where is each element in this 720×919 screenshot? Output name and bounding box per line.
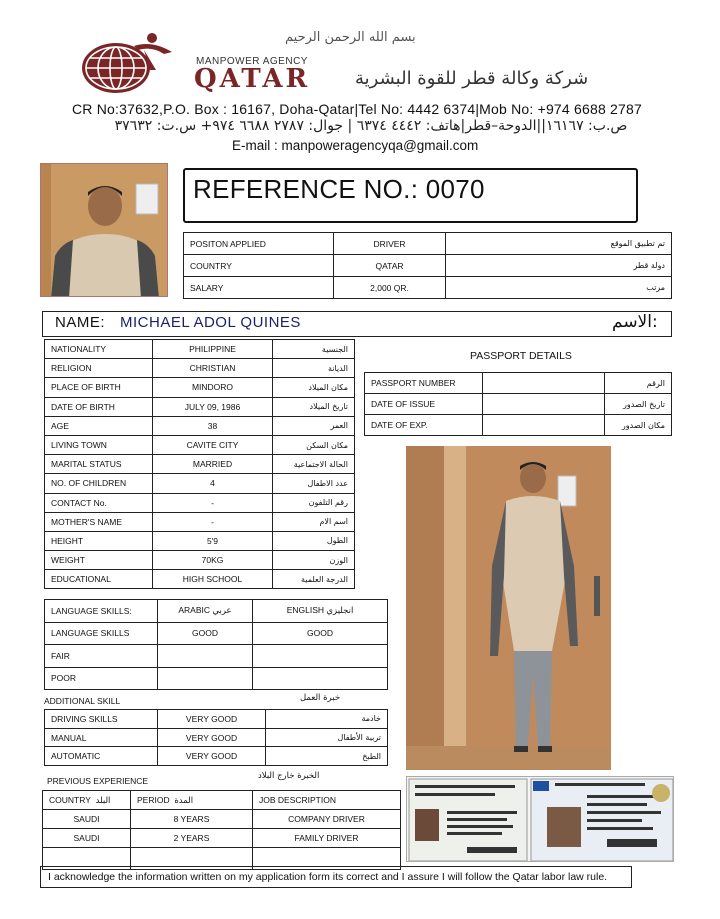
- additional-skill-label: ADDITIONAL SKILL: [44, 696, 121, 706]
- agency-logo: [74, 30, 186, 100]
- row-label: FAIR: [45, 645, 158, 668]
- table-row: [45, 359, 355, 378]
- row-arabic-label: الحالة الاجتماعية: [273, 455, 355, 474]
- row-value: 70KG: [153, 551, 273, 570]
- row-value: MINDORO: [153, 378, 273, 397]
- row-value: [483, 373, 605, 394]
- job-cell: COMPANY DRIVER: [253, 810, 401, 829]
- row-value: QATAR: [334, 255, 446, 277]
- applicant-name: MICHAEL ADOL QUINES: [120, 314, 301, 331]
- english-level: GOOD: [253, 622, 388, 645]
- brand-title: QATAR: [194, 64, 311, 94]
- table-row: [45, 747, 388, 766]
- row-label: NATIONALITY: [45, 340, 153, 359]
- row-value: VERY GOOD: [158, 747, 266, 766]
- name-arabic-label: الاسم:: [612, 312, 658, 332]
- row-arabic-label: دولة قطر: [446, 255, 672, 277]
- row-value: HIGH SCHOOL: [153, 570, 273, 589]
- basmala-calligraphy: بسم الله الرحمن الرحيم: [285, 30, 416, 45]
- row-label: DATE OF BIRTH: [45, 397, 153, 416]
- row-value: MARRIED: [153, 455, 273, 474]
- table-row: [45, 728, 388, 747]
- row-value: CHRISTIAN: [153, 359, 273, 378]
- table-row: [45, 551, 355, 570]
- row-value: VERY GOOD: [158, 728, 266, 747]
- row-value: 4: [153, 474, 273, 493]
- row-arabic-label: الدرجة العلمية: [273, 570, 355, 589]
- row-value: JULY 09, 1986: [153, 397, 273, 416]
- job-cell: FAMILY DRIVER: [253, 829, 401, 848]
- row-label: DRIVING SKILLS: [45, 710, 158, 729]
- passport-table: [364, 372, 672, 436]
- period-cell: 2 YEARS: [131, 829, 253, 848]
- table-row: [43, 829, 401, 848]
- language-skills-table: [44, 599, 388, 690]
- row-label: DATE OF ISSUE: [365, 394, 483, 415]
- row-arabic-label: اسم الام: [273, 512, 355, 531]
- arabic-level: [158, 645, 253, 668]
- row-label: MARITAL STATUS: [45, 455, 153, 474]
- row-label: AGE: [45, 416, 153, 435]
- name-label: NAME:: [55, 314, 106, 331]
- email-line: E-mail : manpoweragencyqa@gmail.com: [232, 138, 479, 153]
- row-label: RELIGION: [45, 359, 153, 378]
- personal-details-table: [44, 339, 355, 589]
- row-label: LANGUAGE SKILLS: [45, 622, 158, 645]
- row-arabic-label: مرتب: [446, 277, 672, 299]
- job-column-header: JOB DESCRIPTION: [253, 791, 401, 810]
- row-label: SALARY: [184, 277, 334, 299]
- table-row: [45, 600, 388, 623]
- row-label: CONTACT No.: [45, 493, 153, 512]
- additional-skill-arabic-label: خبرة العمل: [300, 693, 341, 703]
- table-row: [365, 373, 672, 394]
- arabic-level: [158, 667, 253, 690]
- row-value: CAVITE CITY: [153, 435, 273, 454]
- row-label: LANGUAGE SKILLS:: [45, 600, 158, 623]
- brand-subtitle: MANPOWER AGENCY: [196, 56, 308, 67]
- row-label: COUNTRY: [184, 255, 334, 277]
- table-row: [45, 474, 355, 493]
- row-label: PASSPORT NUMBER: [365, 373, 483, 394]
- applicant-full-body-photo: [406, 446, 611, 770]
- table-row: [365, 415, 672, 436]
- row-label: EDUCATIONAL: [45, 570, 153, 589]
- english-level: [253, 645, 388, 668]
- row-value: 5'9: [153, 531, 273, 550]
- row-arabic-label: العمر: [273, 416, 355, 435]
- row-label: POSITON APPLIED: [184, 233, 334, 255]
- table-row: [43, 810, 401, 829]
- row-arabic-label: تاريخ الصدور: [605, 394, 672, 415]
- country-column-header: COUNTRY البلد: [43, 791, 131, 810]
- row-arabic-label: الطول: [273, 531, 355, 550]
- row-value: [483, 394, 605, 415]
- period-cell: 8 YEARS: [131, 810, 253, 829]
- table-row: [45, 455, 355, 474]
- table-row: [45, 570, 355, 589]
- row-arabic-label: الطبخ: [266, 747, 388, 766]
- table-row: [184, 233, 672, 255]
- table-row: [45, 378, 355, 397]
- table-row: [45, 645, 388, 668]
- table-row: [45, 435, 355, 454]
- row-value: VERY GOOD: [158, 710, 266, 729]
- row-arabic-label: عدد الاطفال: [273, 474, 355, 493]
- table-row: [45, 710, 388, 729]
- row-label: MOTHER'S NAME: [45, 512, 153, 531]
- row-label: HEIGHT: [45, 531, 153, 550]
- table-row: [45, 493, 355, 512]
- acknowledgement-text: I acknowledge the information written on my application form its correct and I assure I will follow the Qatar labor law rule.: [48, 871, 608, 883]
- row-value: PHILIPPINE: [153, 340, 273, 359]
- period-column-header: PERIOD المدة: [131, 791, 253, 810]
- row-arabic-label: مكان الصدور: [605, 415, 672, 436]
- table-row: [45, 622, 388, 645]
- row-value: 38: [153, 416, 273, 435]
- contact-line-arabic: ص.ب: ١٦١٦٧||الدوحة–قطر|هاتف: ٤٤٤٢ ٦٣٧٤ | جوال: ٢٧٨٧ ٦٦٨٨ ٩٧٤+ س.ت: ٣٧٦٣٢: [114, 118, 628, 134]
- row-label: AUTOMATIC: [45, 747, 158, 766]
- table-row: [184, 277, 672, 299]
- table-row: [45, 531, 355, 550]
- row-arabic-label: الديانة: [273, 359, 355, 378]
- arabic-column-header: ARABIC عربي: [158, 600, 253, 623]
- row-value: DRIVER: [334, 233, 446, 255]
- passport-details-title: PASSPORT DETAILS: [470, 350, 572, 362]
- brand-arabic-name: شركة وكالة قطر للقوة البشرية: [355, 68, 589, 89]
- table-row: [45, 397, 355, 416]
- row-arabic-label: الوزن: [273, 551, 355, 570]
- row-value: 2,000 QR.: [334, 277, 446, 299]
- row-arabic-label: تم تطبيق الموقع: [446, 233, 672, 255]
- row-arabic-label: رقم التلفون: [273, 493, 355, 512]
- row-arabic-label: الجنسية: [273, 340, 355, 359]
- table-row: [184, 255, 672, 277]
- english-column-header: ENGLISH انجليزي: [253, 600, 388, 623]
- previous-experience-arabic-label: الخبرة خارج البلاد: [258, 771, 320, 781]
- table-row: [45, 340, 355, 359]
- table-row: [365, 394, 672, 415]
- table-row: [45, 416, 355, 435]
- contact-line-english: CR No:37632,P.O. Box : 16167, Doha-Qatar|Tel No: 4442 6374|Mob No: +974 6688 2787: [72, 101, 642, 117]
- row-value: [483, 415, 605, 436]
- position-table: [183, 232, 672, 299]
- row-arabic-label: تربية الأطفال: [266, 728, 388, 747]
- arabic-level: GOOD: [158, 622, 253, 645]
- table-header-row: [43, 791, 401, 810]
- row-arabic-label: مكان السكن: [273, 435, 355, 454]
- table-row: [45, 512, 355, 531]
- row-arabic-label: مكان الميلاد: [273, 378, 355, 397]
- row-label: NO. OF CHILDREN: [45, 474, 153, 493]
- country-cell: SAUDI: [43, 810, 131, 829]
- row-arabic-label: خادمة: [266, 710, 388, 729]
- row-arabic-label: الرقم: [605, 373, 672, 394]
- applicant-headshot-photo: [40, 163, 168, 297]
- reference-number: REFERENCE NO.: 0070: [193, 174, 485, 204]
- experience-table: [42, 790, 401, 870]
- row-arabic-label: تاريخ الميلاد: [273, 397, 355, 416]
- row-label: POOR: [45, 667, 158, 690]
- row-label: DATE OF EXP.: [365, 415, 483, 436]
- additional-skills-table: [44, 709, 388, 766]
- passport-and-id-scan: [406, 776, 674, 862]
- row-value: -: [153, 512, 273, 531]
- english-level: [253, 667, 388, 690]
- table-row: [45, 667, 388, 690]
- row-label: WEIGHT: [45, 551, 153, 570]
- row-label: MANUAL: [45, 728, 158, 747]
- row-value: -: [153, 493, 273, 512]
- row-label: PLACE OF BIRTH: [45, 378, 153, 397]
- previous-experience-label: PREVIOUS EXPERIENCE: [47, 776, 149, 786]
- row-label: LIVING TOWN: [45, 435, 153, 454]
- country-cell: SAUDI: [43, 829, 131, 848]
